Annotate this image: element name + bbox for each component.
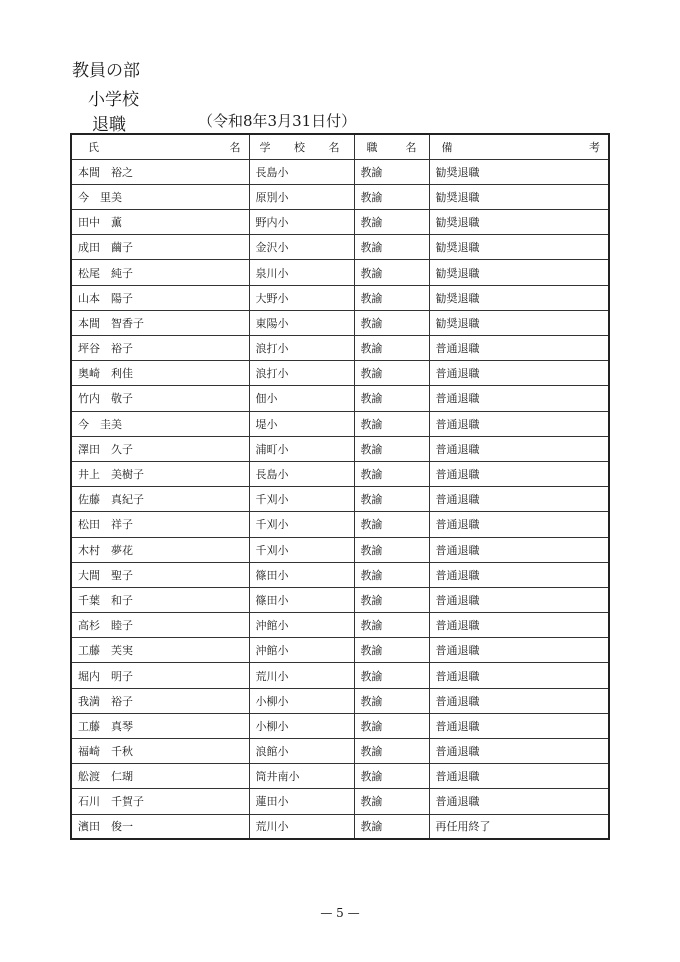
school-cell: 東陽小 bbox=[249, 310, 354, 335]
category-heading: 退職 bbox=[92, 115, 126, 135]
table-row bbox=[71, 663, 609, 688]
position-cell: 教諭 bbox=[354, 562, 429, 587]
remarks-cell: 勧奨退職 bbox=[429, 159, 609, 184]
position-cell: 教諭 bbox=[354, 260, 429, 285]
position-cell: 教諭 bbox=[354, 235, 429, 260]
header-school: 学 校 名 bbox=[249, 134, 354, 159]
position-cell: 教諭 bbox=[354, 386, 429, 411]
school-cell: 小柳小 bbox=[249, 713, 354, 738]
remarks-cell: 普通退職 bbox=[429, 386, 609, 411]
school-cell: 泉川小 bbox=[249, 260, 354, 285]
remarks-cell: 普通退職 bbox=[429, 638, 609, 663]
position-cell: 教諭 bbox=[354, 789, 429, 814]
header-position: 職 名 bbox=[354, 134, 429, 159]
table-row bbox=[71, 184, 609, 209]
name-cell: 工藤 芙実 bbox=[71, 638, 249, 663]
position-cell: 教諭 bbox=[354, 663, 429, 688]
position-cell: 教諭 bbox=[354, 688, 429, 713]
position-cell: 教諭 bbox=[354, 310, 429, 335]
remarks-cell: 普通退職 bbox=[429, 562, 609, 587]
table-row bbox=[71, 613, 609, 638]
position-cell: 教諭 bbox=[354, 159, 429, 184]
school-cell: 千刈小 bbox=[249, 512, 354, 537]
school-cell: 蓮田小 bbox=[249, 789, 354, 814]
school-cell: 篠田小 bbox=[249, 587, 354, 612]
header-name: 氏 名 bbox=[71, 134, 249, 159]
school-cell: 浪打小 bbox=[249, 361, 354, 386]
name-cell: 松田 祥子 bbox=[71, 512, 249, 537]
position-cell: 教諭 bbox=[354, 739, 429, 764]
name-cell: 大間 聖子 bbox=[71, 562, 249, 587]
school-cell: 金沢小 bbox=[249, 235, 354, 260]
table-row bbox=[71, 713, 609, 738]
remarks-cell: 勧奨退職 bbox=[429, 184, 609, 209]
position-cell: 教諭 bbox=[354, 411, 429, 436]
name-cell: 工藤 真琴 bbox=[71, 713, 249, 738]
remarks-cell: 普通退職 bbox=[429, 764, 609, 789]
name-cell: 佐藤 真紀子 bbox=[71, 487, 249, 512]
remarks-cell: 普通退職 bbox=[429, 512, 609, 537]
position-cell: 教諭 bbox=[354, 487, 429, 512]
name-cell: 坪谷 裕子 bbox=[71, 336, 249, 361]
remarks-cell: 勧奨退職 bbox=[429, 210, 609, 235]
school-cell: 筒井南小 bbox=[249, 764, 354, 789]
position-cell: 教諭 bbox=[354, 764, 429, 789]
name-cell: 我満 裕子 bbox=[71, 688, 249, 713]
position-cell: 教諭 bbox=[354, 461, 429, 486]
name-cell: 福崎 千秋 bbox=[71, 739, 249, 764]
position-cell: 教諭 bbox=[354, 285, 429, 310]
name-cell: 今 圭美 bbox=[71, 411, 249, 436]
table-row bbox=[71, 587, 609, 612]
name-cell: 澤田 久子 bbox=[71, 436, 249, 461]
school-cell: 長島小 bbox=[249, 159, 354, 184]
school-cell: 荒川小 bbox=[249, 663, 354, 688]
school-cell: 長島小 bbox=[249, 461, 354, 486]
name-cell: 濱田 俊一 bbox=[71, 814, 249, 839]
name-cell: 田中 薫 bbox=[71, 210, 249, 235]
school-cell: 原別小 bbox=[249, 184, 354, 209]
remarks-cell: 普通退職 bbox=[429, 487, 609, 512]
remarks-cell: 普通退職 bbox=[429, 739, 609, 764]
position-cell: 教諭 bbox=[354, 814, 429, 839]
school-cell: 千刈小 bbox=[249, 487, 354, 512]
school-cell: 小柳小 bbox=[249, 688, 354, 713]
school-type-heading: 小学校 bbox=[88, 90, 139, 110]
table-row bbox=[71, 386, 609, 411]
table-row bbox=[71, 461, 609, 486]
school-cell: 沖館小 bbox=[249, 613, 354, 638]
name-cell: 山本 陽子 bbox=[71, 285, 249, 310]
table-row bbox=[71, 764, 609, 789]
table-row bbox=[71, 436, 609, 461]
school-cell: 沖館小 bbox=[249, 638, 354, 663]
table-row bbox=[71, 487, 609, 512]
name-cell: 本間 裕之 bbox=[71, 159, 249, 184]
name-cell: 成田 繭子 bbox=[71, 235, 249, 260]
school-cell: 佃小 bbox=[249, 386, 354, 411]
name-cell: 奥崎 利佳 bbox=[71, 361, 249, 386]
name-cell: 堀内 明子 bbox=[71, 663, 249, 688]
table-row bbox=[71, 361, 609, 386]
remarks-cell: 普通退職 bbox=[429, 587, 609, 612]
school-cell: 荒川小 bbox=[249, 814, 354, 839]
remarks-cell: 勧奨退職 bbox=[429, 260, 609, 285]
school-cell: 千刈小 bbox=[249, 537, 354, 562]
remarks-cell: 勧奨退職 bbox=[429, 310, 609, 335]
name-cell: 井上 美樹子 bbox=[71, 461, 249, 486]
school-cell: 堤小 bbox=[249, 411, 354, 436]
table-row bbox=[71, 739, 609, 764]
personnel-table bbox=[70, 133, 610, 840]
remarks-cell: 普通退職 bbox=[429, 613, 609, 638]
remarks-cell: 普通退職 bbox=[429, 688, 609, 713]
position-cell: 教諭 bbox=[354, 512, 429, 537]
table-row bbox=[71, 235, 609, 260]
table-row bbox=[71, 537, 609, 562]
name-cell: 舩渡 仁瑚 bbox=[71, 764, 249, 789]
position-cell: 教諭 bbox=[354, 336, 429, 361]
table-row bbox=[71, 336, 609, 361]
remarks-cell: 普通退職 bbox=[429, 411, 609, 436]
school-cell: 浪館小 bbox=[249, 739, 354, 764]
table-row bbox=[71, 285, 609, 310]
name-cell: 今 里美 bbox=[71, 184, 249, 209]
remarks-cell: 勧奨退職 bbox=[429, 285, 609, 310]
section-title: 教員の部 bbox=[72, 61, 140, 81]
remarks-cell: 普通退職 bbox=[429, 713, 609, 738]
position-cell: 教諭 bbox=[354, 613, 429, 638]
position-cell: 教諭 bbox=[354, 184, 429, 209]
name-cell: 石川 千賀子 bbox=[71, 789, 249, 814]
remarks-cell: 再任用終了 bbox=[429, 814, 609, 839]
table-header-row bbox=[71, 134, 609, 159]
school-cell: 篠田小 bbox=[249, 562, 354, 587]
remarks-cell: 普通退職 bbox=[429, 537, 609, 562]
position-cell: 教諭 bbox=[354, 210, 429, 235]
school-cell: 浦町小 bbox=[249, 436, 354, 461]
remarks-cell: 普通退職 bbox=[429, 361, 609, 386]
remarks-cell: 普通退職 bbox=[429, 663, 609, 688]
header-remarks: 備 考 bbox=[429, 134, 609, 159]
table-row bbox=[71, 310, 609, 335]
table-row bbox=[71, 512, 609, 537]
name-cell: 本間 智香子 bbox=[71, 310, 249, 335]
table-row bbox=[71, 210, 609, 235]
position-cell: 教諭 bbox=[354, 713, 429, 738]
table-row bbox=[71, 789, 609, 814]
position-cell: 教諭 bbox=[354, 587, 429, 612]
table-row bbox=[71, 159, 609, 184]
remarks-cell: 普通退職 bbox=[429, 436, 609, 461]
remarks-cell: 普通退職 bbox=[429, 789, 609, 814]
name-cell: 松尾 純子 bbox=[71, 260, 249, 285]
table-row bbox=[71, 260, 609, 285]
position-cell: 教諭 bbox=[354, 436, 429, 461]
school-cell: 浪打小 bbox=[249, 336, 354, 361]
position-cell: 教諭 bbox=[354, 361, 429, 386]
name-cell: 千葉 和子 bbox=[71, 587, 249, 612]
table-row bbox=[71, 688, 609, 713]
remarks-cell: 普通退職 bbox=[429, 461, 609, 486]
table-row bbox=[71, 562, 609, 587]
name-cell: 竹内 敬子 bbox=[71, 386, 249, 411]
page-number: — 5 — bbox=[320, 906, 360, 920]
table-row bbox=[71, 638, 609, 663]
remarks-cell: 普通退職 bbox=[429, 336, 609, 361]
name-cell: 木村 夢花 bbox=[71, 537, 249, 562]
table-row bbox=[71, 411, 609, 436]
position-cell: 教諭 bbox=[354, 537, 429, 562]
school-cell: 大野小 bbox=[249, 285, 354, 310]
table-row bbox=[71, 814, 609, 839]
remarks-cell: 勧奨退職 bbox=[429, 235, 609, 260]
position-cell: 教諭 bbox=[354, 638, 429, 663]
effective-date: （令和8年3月31日付） bbox=[198, 112, 357, 130]
name-cell: 高杉 睦子 bbox=[71, 613, 249, 638]
school-cell: 野内小 bbox=[249, 210, 354, 235]
